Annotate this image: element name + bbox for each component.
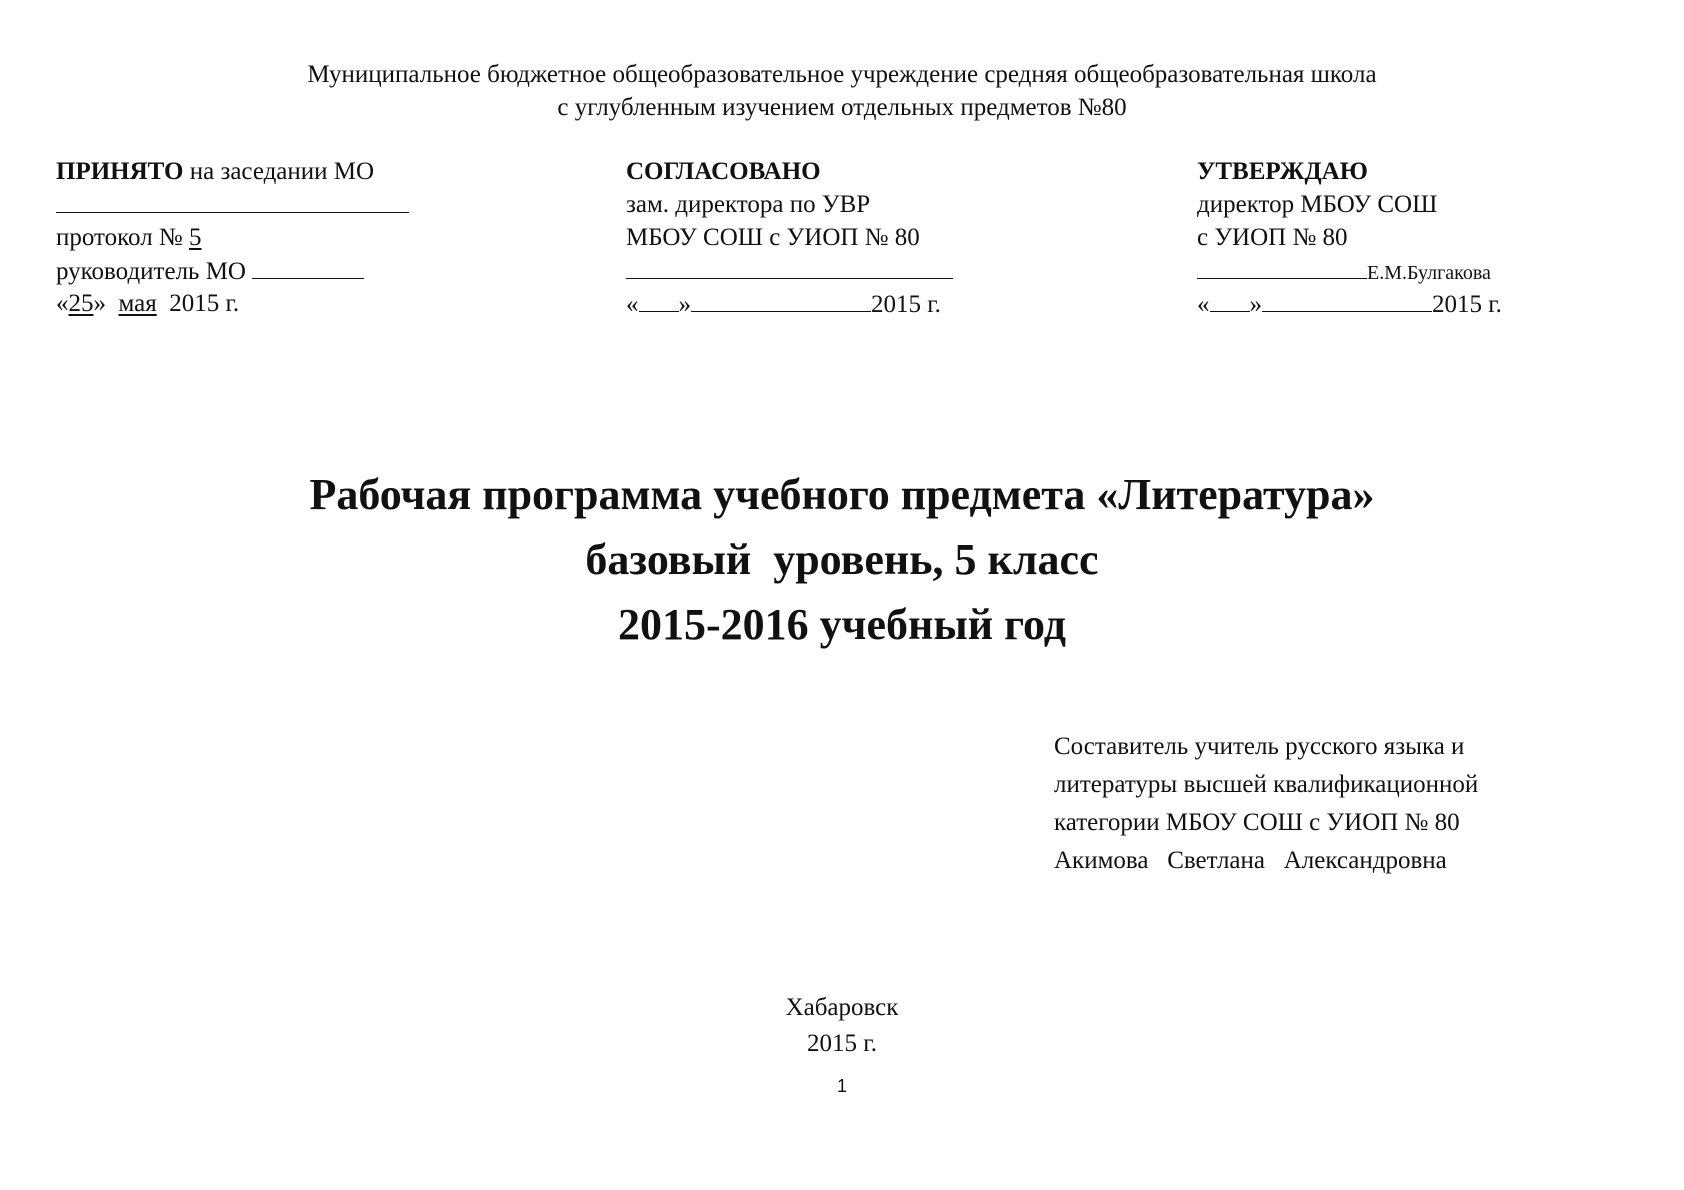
approved-month-blank	[1262, 287, 1432, 312]
accepted-date-day: 25	[68, 290, 94, 317]
agreed-day-blank	[639, 287, 679, 312]
date-close-quote: »	[93, 290, 113, 317]
mo-head-label: руководитель МО	[56, 258, 253, 285]
date-close-quote: »	[678, 291, 691, 318]
approved-signature-line	[1197, 254, 1367, 279]
agreed-date-year: 2015 г.	[871, 291, 941, 318]
school-name-line1: Муниципальное бюджетное общеобразовательное учреждение средняя общеобразовательная школа	[307, 61, 1377, 88]
date-close-quote: »	[1249, 291, 1262, 318]
author-line3: категории МБОУ СОШ с УИОП № 80	[1054, 809, 1460, 836]
approved-position: директор МБОУ СОШ	[1197, 191, 1438, 218]
city: Хабаровск	[785, 994, 899, 1021]
protocol-number: 5	[189, 224, 202, 251]
mo-name-signature-line	[56, 188, 409, 213]
approved-day-blank	[1210, 287, 1250, 312]
accepted-block	[56, 155, 476, 320]
agreed-position: зам. директора по УВР	[626, 191, 871, 218]
title-line3: 2015-2016 учебный год	[618, 600, 1066, 649]
accepted-date-month: мая	[118, 290, 157, 317]
agreed-month-blank	[691, 287, 871, 312]
date-open-quote: «	[1197, 291, 1210, 318]
approved-heading: УТВЕРЖДАЮ	[1197, 158, 1368, 185]
school-header	[0, 58, 1684, 124]
author-line1: Составитель учитель русского языка и	[1054, 733, 1465, 760]
school-name-line2: с углубленным изучением отдельных предметов №80	[557, 94, 1127, 121]
approved-school: с УИОП № 80	[1197, 224, 1348, 251]
author-line2: литературы высшей квалификационной	[1054, 771, 1479, 798]
approved-date-year: 2015 г.	[1432, 291, 1502, 318]
author-block	[1054, 728, 1614, 880]
agreed-school: МБОУ СОШ с УИОП № 80	[626, 224, 920, 251]
page-number: 1	[836, 1076, 847, 1096]
mo-head-signature-line	[252, 254, 364, 279]
approved-block	[1197, 155, 1657, 320]
agreed-heading: СОГЛАСОВАНО	[626, 158, 821, 185]
agreed-block	[626, 155, 1046, 320]
place-and-year	[0, 990, 1684, 1062]
accepted-heading-rest: на заседании МО	[183, 158, 375, 185]
year: 2015 г.	[807, 1030, 877, 1057]
date-open-quote: «	[56, 290, 69, 317]
approved-signatory: Е.М.Булгакова	[1367, 262, 1491, 284]
title-line2: базовый уровень, 5 класс	[585, 535, 1099, 584]
protocol-label: протокол №	[56, 224, 190, 251]
accepted-heading: ПРИНЯТО	[56, 158, 184, 185]
author-name: Акимова Светлана Александровна	[1054, 847, 1447, 874]
accepted-date-year: 2015 г.	[156, 290, 240, 317]
date-open-quote: «	[626, 291, 639, 318]
document-title	[0, 462, 1684, 657]
title-line1: Рабочая программа учебного предмета «Литература»	[309, 470, 1375, 519]
agreed-signature-line	[626, 254, 953, 279]
